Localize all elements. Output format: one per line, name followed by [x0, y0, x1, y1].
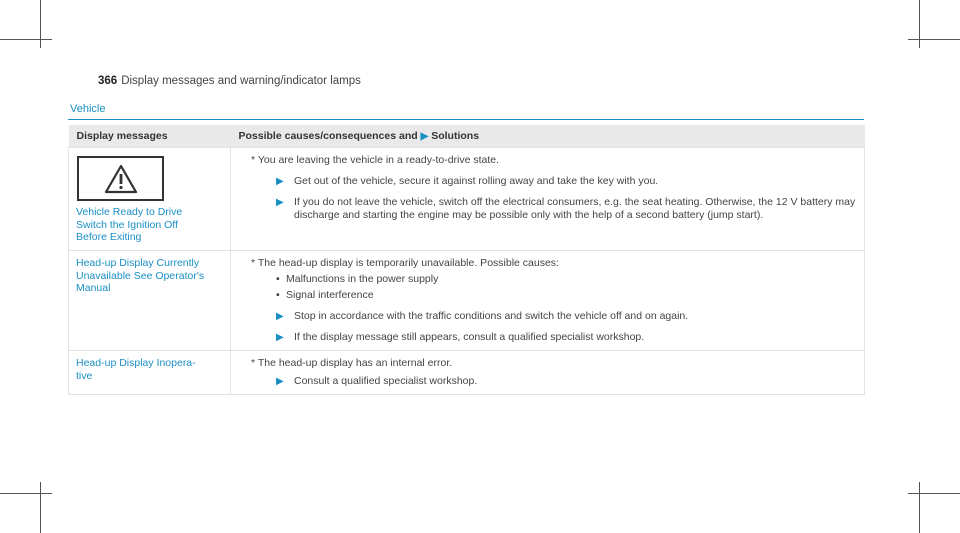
cause-cell [231, 251, 865, 351]
message-cell [69, 351, 231, 395]
table-row [69, 251, 865, 351]
crop-mark [908, 493, 960, 494]
crop-mark [0, 39, 52, 40]
solution-step [238, 375, 856, 388]
crop-mark [919, 0, 920, 48]
message-line: Unavailable See Operator's [76, 269, 205, 282]
table-row [69, 148, 865, 251]
message-line: Head-up Display Currently [76, 257, 200, 269]
cause-cell [231, 351, 865, 395]
bullet-text: Malfunctions in the power supply [286, 273, 439, 285]
crop-mark [908, 39, 960, 40]
message-line: Switch the Ignition Off [76, 218, 178, 231]
triangle-right-icon: ▶ [276, 376, 284, 387]
message-cell [69, 251, 231, 351]
col-header-causes [231, 125, 865, 148]
bullet-item [238, 273, 856, 286]
crop-mark [919, 482, 920, 533]
page-number: 366 [98, 75, 118, 87]
table-row [69, 351, 865, 395]
solution-text: If the display message still appears, consult a qualified specialist workshop. [294, 331, 645, 343]
cause-text: * You are leaving the vehicle in a ready-to-drive state. [251, 154, 500, 166]
solution-text: Get out of the vehicle, secure it against rolling away and take the key with you. [294, 175, 659, 187]
col-header-messages: Display messages [69, 125, 231, 148]
message-line: tive [76, 369, 93, 382]
message-line: Manual [76, 282, 111, 294]
solution-text: Consult a qualified specialist workshop. [294, 375, 478, 387]
section-divider [68, 119, 864, 120]
solution-step [238, 175, 856, 188]
message-line: Vehicle Ready to Drive [76, 206, 183, 218]
cause-cell [231, 148, 865, 251]
triangle-right-icon: ▶ [420, 131, 429, 142]
cause-text: * The head-up display is temporarily unavailable. Possible causes: [251, 257, 559, 269]
bullet-item [238, 289, 856, 302]
crop-mark [40, 0, 41, 48]
message-line: Head-up Display Inopera- [76, 357, 196, 369]
bullet-icon: • [276, 273, 280, 285]
table-header-row [69, 125, 865, 148]
crop-mark [40, 482, 41, 533]
solution-step [238, 310, 856, 323]
message-line: Before Exiting [76, 231, 142, 243]
triangle-right-icon: ▶ [276, 176, 284, 187]
cause-text: * The head-up display has an internal error. [251, 357, 453, 369]
triangle-right-icon: ▶ [276, 197, 284, 208]
section-title: Vehicle [70, 103, 106, 115]
col-header-solutions-text: Solutions [431, 130, 480, 142]
message-cell [69, 148, 231, 251]
solution-text: Stop in accordance with the traffic conditions and switch the vehicle off and on again. [294, 310, 689, 322]
crop-mark [0, 493, 52, 494]
page-header [98, 75, 361, 87]
triangle-right-icon: ▶ [276, 311, 284, 322]
solution-text: If you do not leave the vehicle, switch off the electrical consumers, e.g. the seat heating. Otherwise, the 12 V battery may discharge and starting the engine may be possible only with the help of a second battery (jump start). [294, 196, 856, 221]
page-header-title: Display messages and warning/indicator lamps [121, 75, 361, 87]
display-messages-table [68, 125, 865, 395]
bullet-icon: • [276, 289, 280, 301]
triangle-right-icon: ▶ [276, 332, 284, 343]
bullet-text: Signal interference [286, 289, 374, 301]
solution-step [238, 196, 856, 222]
solution-step [238, 331, 856, 344]
col-header-causes-text: Possible causes/consequences and [238, 130, 418, 142]
warning-triangle-icon [77, 156, 164, 201]
